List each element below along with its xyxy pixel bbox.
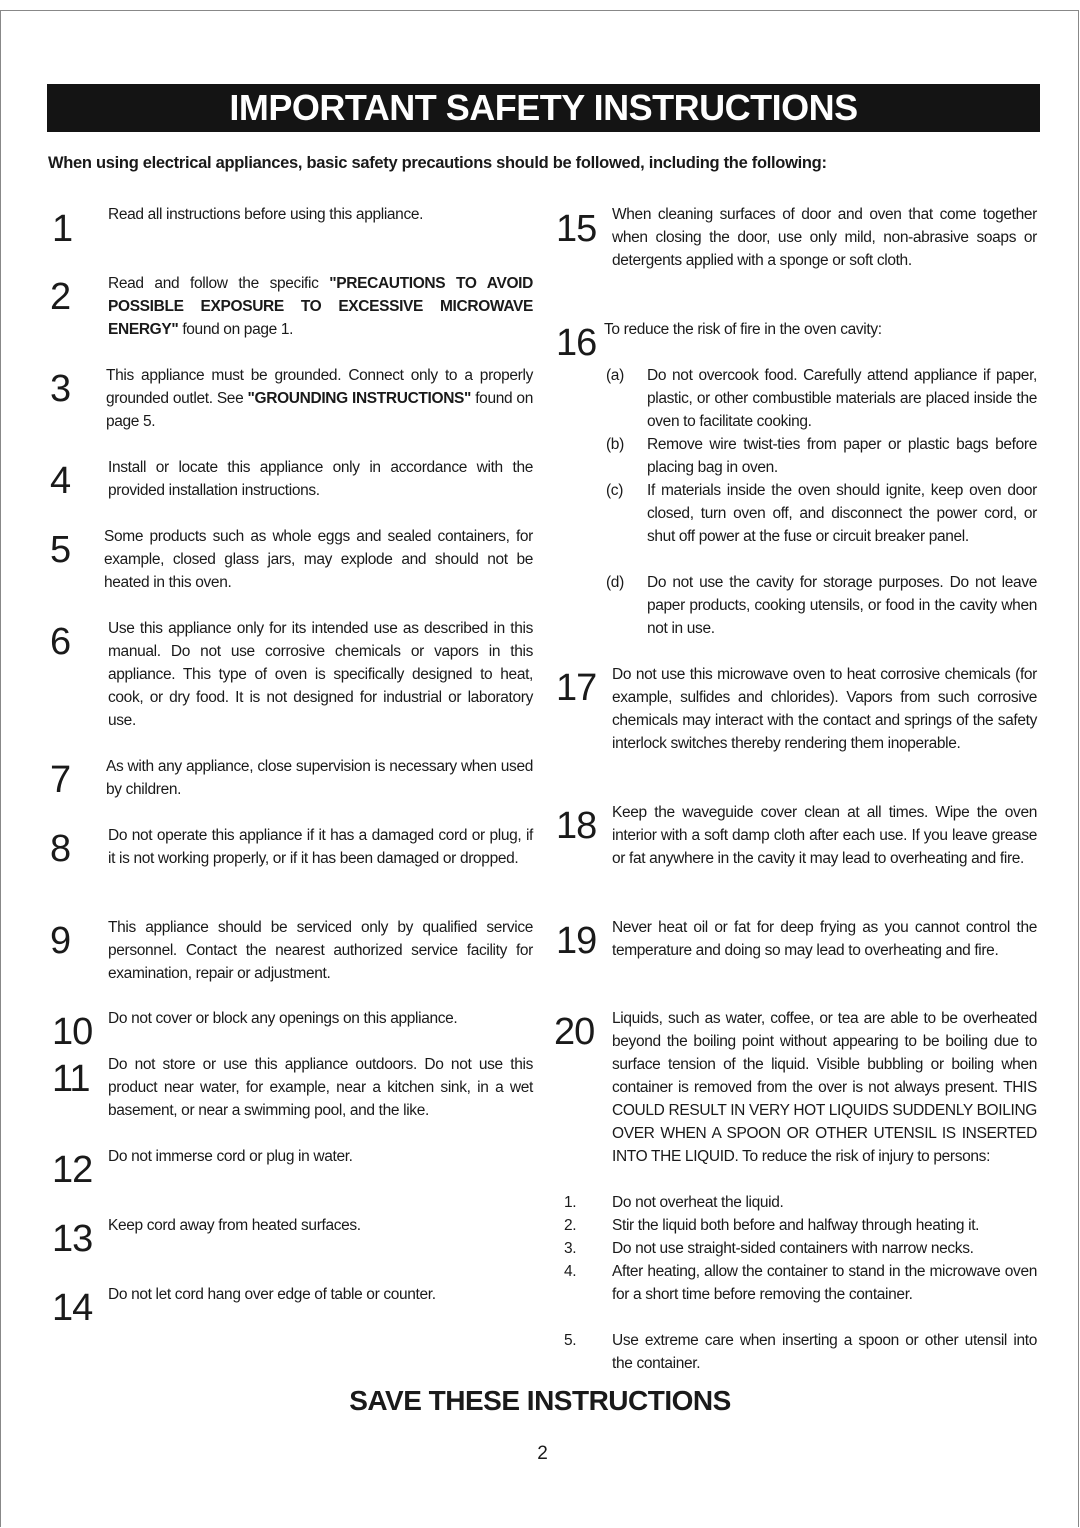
sub-item-label: (d) bbox=[606, 574, 624, 591]
sub-item-text: Do not use straight-sided containers with narrow necks. bbox=[612, 1240, 974, 1257]
sub-item-text: After heating, allow the container to stand in the microwave oven for a short time before removing the container. bbox=[612, 1263, 1037, 1303]
item-number: 8 bbox=[50, 828, 71, 870]
item-text: As with any appliance, close supervision is necessary when used by children. bbox=[106, 758, 533, 798]
item-text: Read and follow the specific "PRECAUTIONS TO AVOID POSSIBLE EXPOSURE TO EXCESSIVE MICROWAVE ENERGY" found on page 1. bbox=[108, 275, 533, 338]
sub-item-label: 3. bbox=[564, 1240, 577, 1257]
item-number: 14 bbox=[52, 1287, 93, 1329]
item-number: 1 bbox=[52, 208, 73, 250]
sub-item-text: Use extreme care when inserting a spoon or other utensil into the container. bbox=[612, 1332, 1037, 1372]
item-text: Do not immerse cord or plug in water. bbox=[108, 1148, 353, 1165]
sub-item-text: If materials inside the oven should ignite, keep oven door closed, turn oven off, and disconnect the power cord, or shut off power at the fuse or circuit breaker panel. bbox=[647, 482, 1037, 545]
sub-item bbox=[564, 1260, 1037, 1329]
sub-item bbox=[606, 479, 1037, 571]
item-number: 15 bbox=[556, 208, 597, 250]
item-number: 3 bbox=[50, 368, 71, 410]
item-text: Use this appliance only for its intended use as described in this manual. Do not use corrosive chemicals or vapors in this appliance. This type of oven is specifically designed to heat, cook, or dry food. It is not designed for industrial or laboratory use. bbox=[108, 620, 533, 729]
item-text: Liquids, such as water, coffee, or tea are able to be overheated beyond the boiling point without appearing to be boiling due to surface tension of the liquid. Visible bubbling or boiling when container is removed from the over is not always present. THIS COULD RESULT IN VERY HOT LIQUIDS SUDDENLY BOILING OVER WHEN A SPOON OR OTHER UTENSIL IS INSERTED INTO THE LIQUID. To reduce the risk of injury to persons: bbox=[612, 1010, 1037, 1165]
item-number: 5 bbox=[50, 529, 71, 571]
sub-item bbox=[606, 433, 1037, 479]
item-text: This appliance should be serviced only by qualified service personnel. Contact the nearest authorized service facility for examination, repair or adjustment. bbox=[108, 919, 533, 982]
sub-item-text: Do not overheat the liquid. bbox=[612, 1194, 784, 1211]
item-number: 10 bbox=[52, 1011, 93, 1053]
item-number: 12 bbox=[52, 1149, 93, 1191]
item-text: This appliance must be grounded. Connect only to a properly grounded outlet. See "GROUNDING INSTRUCTIONS" found on page 5. bbox=[106, 367, 533, 430]
sub-item-label: 4. bbox=[564, 1263, 577, 1280]
item-text: Do not let cord hang over edge of table or counter. bbox=[108, 1286, 436, 1303]
sub-item bbox=[606, 571, 1037, 641]
sub-item-text: Remove wire twist-ties from paper or plastic bags before placing bag in oven. bbox=[647, 436, 1037, 476]
item-number: 2 bbox=[50, 276, 71, 318]
item-number: 9 bbox=[50, 920, 71, 962]
item-text: Install or locate this appliance only in accordance with the provided installation instructions. bbox=[108, 459, 533, 499]
sub-item-label: 1. bbox=[564, 1194, 577, 1211]
item-number: 19 bbox=[556, 920, 597, 962]
sub-item bbox=[606, 364, 1037, 434]
item-text: Keep cord away from heated surfaces. bbox=[108, 1217, 361, 1234]
sub-item-text: Do not use the cavity for storage purposes. Do not leave paper products, cooking utensils, or food in the cavity when not in use. bbox=[647, 574, 1037, 637]
item-text: Read all instructions before using this appliance. bbox=[108, 206, 424, 223]
item-number: 17 bbox=[556, 667, 597, 709]
sub-item bbox=[564, 1329, 1037, 1375]
item-number: 6 bbox=[50, 621, 71, 663]
item-number: 4 bbox=[50, 460, 71, 502]
sub-item-label: (c) bbox=[606, 482, 624, 499]
item-number: 13 bbox=[52, 1218, 93, 1260]
sub-item-label: 5. bbox=[564, 1332, 577, 1349]
sub-item bbox=[564, 1191, 1037, 1214]
item-number: 20 bbox=[554, 1011, 595, 1053]
sub-item-label: (b) bbox=[606, 436, 624, 453]
item-text: When cleaning surfaces of door and oven that come together when closing the door, use only mild, non-abrasive soaps or detergents applied with a sponge or soft cloth. bbox=[612, 206, 1037, 269]
item-text: Do not operate this appliance if it has a damaged cord or plug, if it is not working properly, or if it has been damaged or dropped. bbox=[108, 827, 533, 867]
sub-item bbox=[564, 1237, 1037, 1260]
item-number: 7 bbox=[50, 759, 71, 801]
save-instructions-heading: SAVE THESE INSTRUCTIONS bbox=[349, 1385, 731, 1416]
intro-text: When using electrical appliances, basic safety precautions should be followed, including the following: bbox=[48, 154, 827, 172]
item-text: Keep the waveguide cover clean at all times. Wipe the oven interior with a soft damp cloth after each use. If you leave grease or fat anywhere in the cavity it may lead to overheating and fire. bbox=[612, 804, 1037, 867]
sub-item-text: Stir the liquid both before and halfway through heating it. bbox=[612, 1217, 980, 1234]
item-text: Some products such as whole eggs and sealed containers, for example, closed glass jars, may explode and should not be heated in this oven. bbox=[104, 528, 533, 591]
sub-item-label: (a) bbox=[606, 367, 624, 384]
sub-item-label: 2. bbox=[564, 1217, 577, 1234]
item-number: 16 bbox=[556, 322, 597, 364]
item-text: Do not cover or block any openings on this appliance. bbox=[108, 1010, 458, 1027]
page-number: 2 bbox=[537, 1443, 548, 1464]
item-text: Never heat oil or fat for deep frying as you cannot control the temperature and doing so may lead to overheating and fire. bbox=[612, 919, 1037, 959]
page-title: IMPORTANT SAFETY INSTRUCTIONS bbox=[47, 84, 1040, 132]
item-text: To reduce the risk of fire in the oven cavity: bbox=[604, 321, 882, 338]
sub-item-text: Do not overcook food. Carefully attend appliance if paper, plastic, or other combustible materials are placed inside the oven to facilitate cooking. bbox=[647, 367, 1037, 430]
item-text: Do not store or use this appliance outdoors. Do not use this product near water, for example, near a kitchen sink, in a wet basement, or near a swimming pool, and the like. bbox=[108, 1056, 533, 1119]
item-text: Do not use this microwave oven to heat corrosive chemicals (for example, sulfides and chlorides). Vapors from such corrosive chemicals may interact with the contact and springs of the safety interlock switches thereby rendering them inoperable. bbox=[612, 666, 1037, 752]
item-number: 11 bbox=[52, 1058, 90, 1100]
item-number: 18 bbox=[556, 805, 597, 847]
sub-item bbox=[564, 1214, 1037, 1237]
